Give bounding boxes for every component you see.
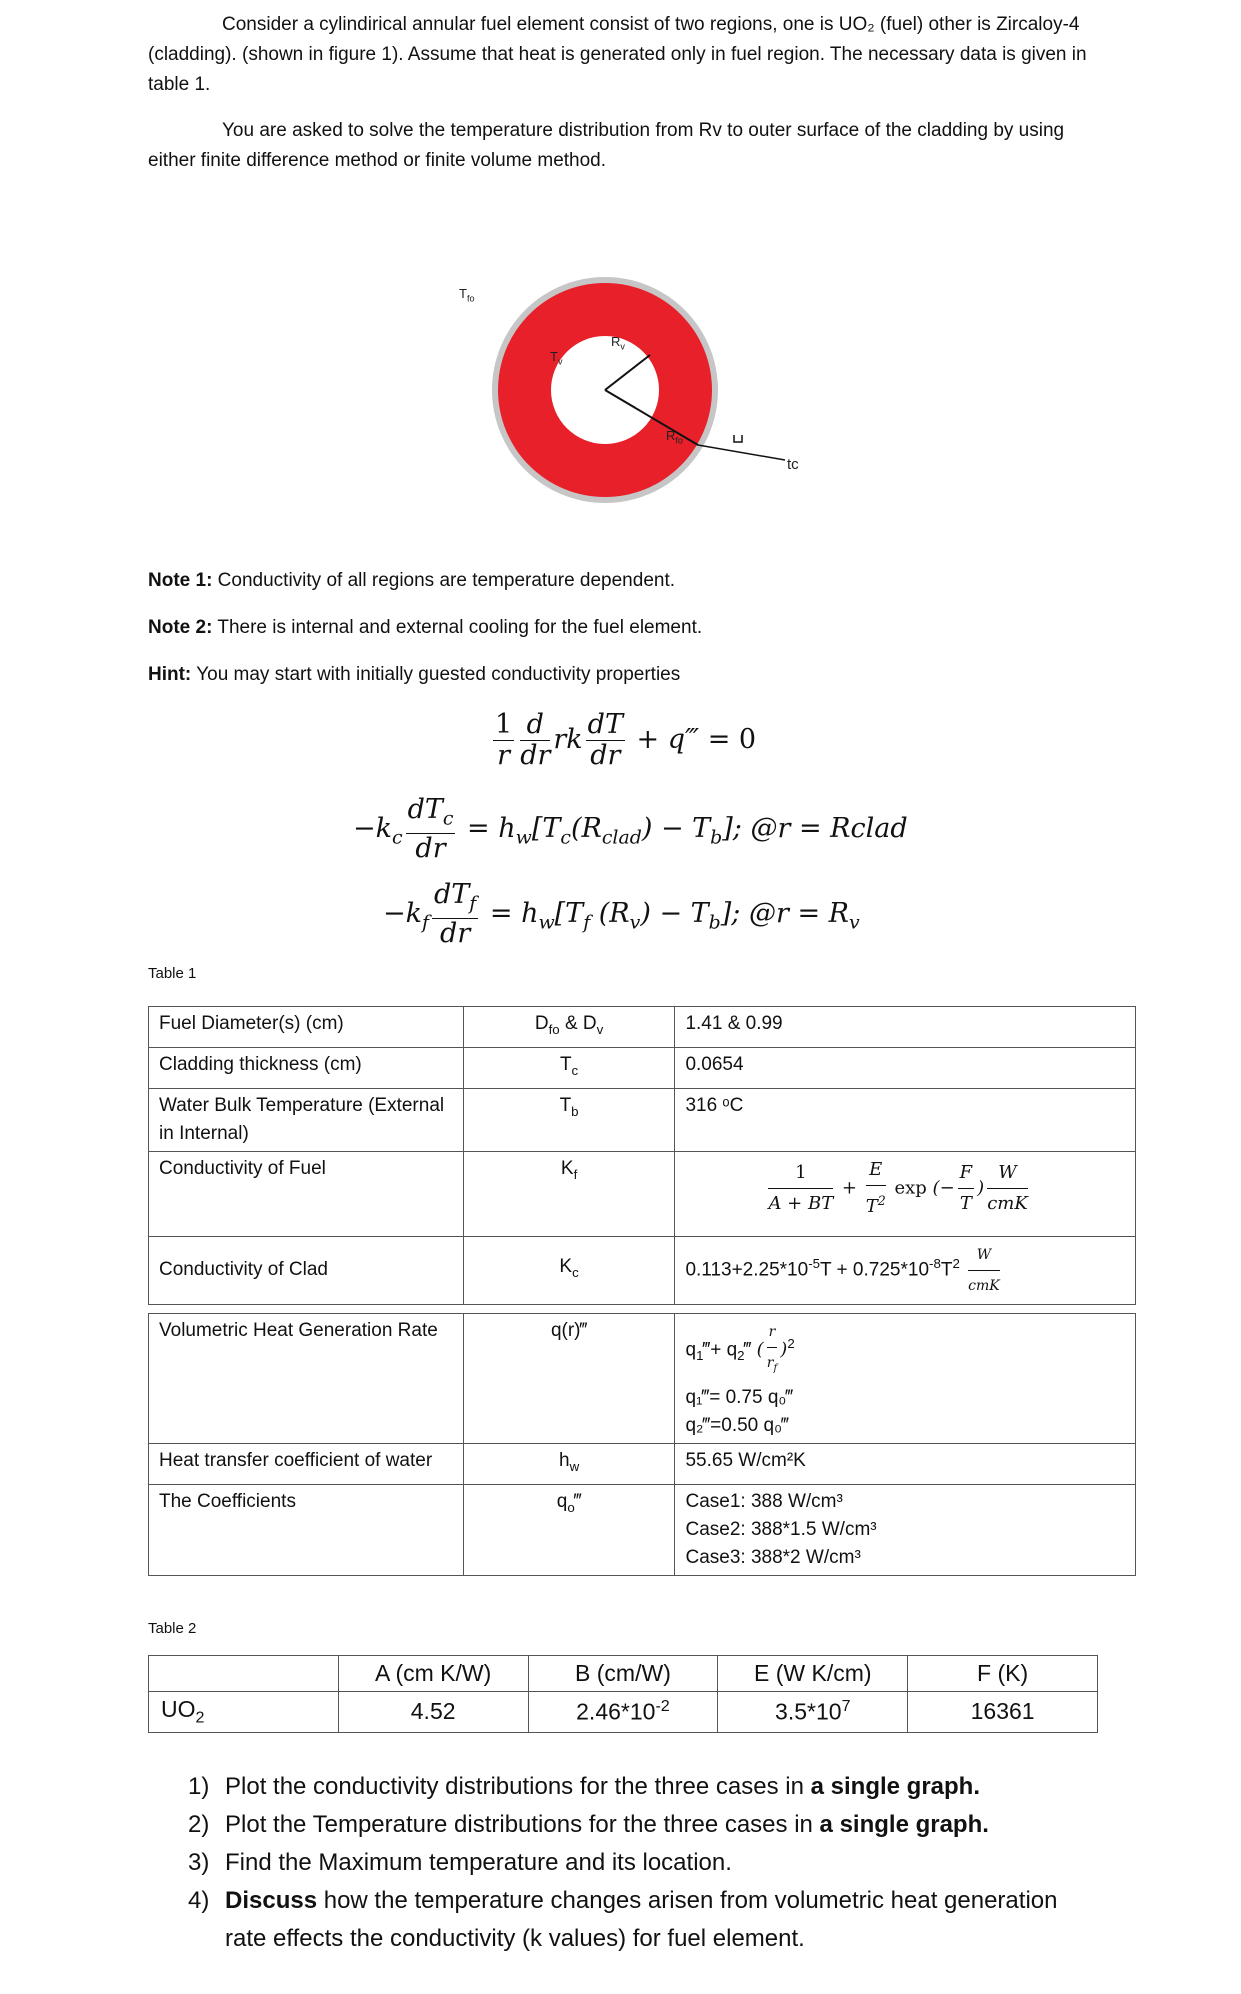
table-cell: $T_b$ xyxy=(463,1088,675,1151)
table-cell: $h_w$ xyxy=(463,1443,675,1484)
question-text-bold: a single graph. xyxy=(810,1773,981,1800)
hint xyxy=(148,664,680,686)
question-text-bold: a single graph. xyxy=(819,1811,989,1838)
table-cell: $2.46*10^{-2}$ xyxy=(528,1692,718,1733)
table-row xyxy=(149,1484,1136,1575)
question-text xyxy=(225,1882,1088,1958)
hint-text: You may start with initially guested conductivity properties xyxy=(191,664,681,685)
intro-text-1: Consider a cylindirical annular fuel element consist of two regions, one is UO₂ (fuel) other is Zircaloy-4 (cladding). (shown in figure 1). Assume that heat is generated only in fuel region. The necessary data is given in table 1. xyxy=(148,14,1087,95)
table-2-caption: Table 2 xyxy=(148,1620,197,1637)
list-item xyxy=(188,1844,1088,1882)
question-number: 1) xyxy=(188,1773,210,1800)
list-item xyxy=(188,1768,1088,1806)
list-item xyxy=(188,1806,1088,1844)
question-text-part: how the temperature changes arisen from volumetric heat generation rate effects the conductivity (k values) for fuel element. xyxy=(225,1887,1058,1952)
table-cell: Cladding thickness (cm) xyxy=(149,1047,464,1088)
table-header-cell: B (cm/W) xyxy=(528,1656,718,1692)
question-text-part: Find the Maximum temperature and its location. xyxy=(225,1849,732,1876)
table-cell: Fuel Diameter(s) (cm) xyxy=(149,1007,464,1048)
table-cell: $3.5*10^7$ xyxy=(718,1692,908,1733)
label-rv: $R_v$ xyxy=(611,334,625,352)
question-text-part: Plot the Temperature distributions for the three cases in xyxy=(225,1811,820,1838)
annular-fuel-figure xyxy=(440,270,880,570)
case-2: Case2: 388*1.5 W/cm³ xyxy=(685,1518,877,1540)
table-cell: Conductivity of Clad xyxy=(149,1236,464,1304)
list-item xyxy=(188,1882,1088,1958)
note-1-label: Note 1: xyxy=(148,570,213,591)
hint-label: Hint: xyxy=(148,664,192,685)
table-cell: Volumetric Heat Generation Rate xyxy=(149,1314,464,1444)
table-cell xyxy=(675,1314,1136,1444)
note-2-text: There is internal and external cooling for the fuel element. xyxy=(212,617,703,638)
note-2 xyxy=(148,617,702,639)
case-1: Case1: 388 W/cm³ xyxy=(685,1490,843,1512)
table-cell: $0.113+2.25*10^{-5}T + 0.725*10^{-8}T^2$ $\frac{W}{\text{cmK}}$ xyxy=(675,1236,1136,1304)
table-cell: $UO_2$ xyxy=(149,1692,339,1733)
table-cell: $T_c$ xyxy=(463,1047,675,1088)
table-row xyxy=(149,1047,1136,1088)
table-cell xyxy=(675,1484,1136,1575)
note-2-label: Note 2: xyxy=(148,617,213,638)
question-list xyxy=(188,1768,1088,1958)
table-header-cell: E (W K/cm) xyxy=(718,1656,908,1692)
question-number: 2) xyxy=(188,1811,210,1838)
table-cell: 1.41 & 0.99 xyxy=(675,1007,1136,1048)
note-1-text: Conductivity of all regions are temperature dependent. xyxy=(212,570,676,591)
question-text xyxy=(225,1844,732,1882)
table-header-cell xyxy=(149,1656,339,1692)
table-cell: 0.0654 xyxy=(675,1047,1136,1088)
table-row xyxy=(149,1314,1136,1444)
table-1-part-b xyxy=(148,1313,1136,1576)
label-tc: tc xyxy=(787,456,799,473)
table-cell: 16361 xyxy=(908,1692,1098,1733)
label-tfo: $T_{fo}$ xyxy=(459,286,475,304)
table-row xyxy=(149,1443,1136,1484)
table-1-caption: Table 1 xyxy=(148,965,197,982)
intro-paragraph-2 xyxy=(148,116,1098,176)
table-cell: Heat transfer coefficient of water xyxy=(149,1443,464,1484)
table-cell: 316 ᵒC xyxy=(675,1088,1136,1151)
table-row xyxy=(149,1236,1136,1304)
table-header-row xyxy=(149,1656,1098,1692)
question-number: 4) xyxy=(188,1887,210,1914)
table-cell: Water Bulk Temperature (External in Internal) xyxy=(149,1088,464,1151)
table-header-cell: F (K) xyxy=(908,1656,1098,1692)
table-1-part-a xyxy=(148,1006,1136,1305)
case-3: Case3: 388*2 W/cm³ xyxy=(685,1546,861,1568)
intro-text-2: You are asked to solve the temperature distribution from Rv to outer surface of the cladding by using either finite difference method or finite volume method. xyxy=(148,120,1065,171)
table-cell: $K_c$ xyxy=(463,1236,675,1304)
table-2 xyxy=(148,1655,1098,1733)
boundary-eq-clad: $-k_c$ $\frac{dT_c}{dr}$ = $h_w[T_c(R_{clad}) - T_b]$; @r = Rclad xyxy=(353,794,908,865)
q2-definition: q₂‴=0.50 q₀‴ xyxy=(685,1414,789,1436)
table-row xyxy=(149,1692,1098,1733)
question-text xyxy=(225,1768,980,1806)
table-cell: q(r)‴ xyxy=(463,1314,675,1444)
label-tv: $T_v$ xyxy=(550,349,563,367)
table-row xyxy=(149,1151,1136,1236)
table-cell: The Coefficients xyxy=(149,1484,464,1575)
fuel-conductivity-formula: $\frac{1}{A + BT}$ + $\frac{E}{T^2}$ exp (− $\frac{F}{T}$ ) $\frac{W}{\text{cmK}}$ xyxy=(765,1155,1125,1222)
tc-leader-line xyxy=(698,445,785,460)
boundary-eq-fuel: $-k_f$ $\frac{dT_f}{dr}$ = $h_w[T_f$ $(R_v) - T_b$]; @r = $R_v$ xyxy=(383,879,860,950)
q1-definition: q₁‴= 0.75 q₀‴ xyxy=(685,1386,793,1408)
intro-paragraph-1 xyxy=(148,10,1098,100)
question-text-bold: Discuss xyxy=(225,1887,318,1914)
question-text xyxy=(225,1806,989,1844)
heat-generation-formula: $q_1‴+$ $q_2‴$ ( $\frac{r}{r_f}$ )$^2$ xyxy=(685,1317,1125,1384)
tc-marker xyxy=(734,435,742,442)
table-row xyxy=(149,1007,1136,1048)
table-header-cell: A (cm K/W) xyxy=(338,1656,528,1692)
table-cell xyxy=(675,1151,1136,1236)
table-cell: 55.65 W/cm²K xyxy=(675,1443,1136,1484)
heat-equation: $\frac{1}{r}$ $\frac{d}{dr}$ rk $\frac{dT}{dr}$ + q‴ = 0 xyxy=(495,709,757,771)
label-rfo: $R_{fo}$ xyxy=(666,428,683,446)
table-cell: Conductivity of Fuel xyxy=(149,1151,464,1236)
table-cell: 4.52 xyxy=(338,1692,528,1733)
question-text-part: Plot the conductivity distributions for the three cases in xyxy=(225,1773,811,1800)
note-1 xyxy=(148,570,675,592)
table-cell: $q_o‴$ xyxy=(463,1484,675,1575)
question-number: 3) xyxy=(188,1849,210,1876)
table-cell: $K_f$ xyxy=(463,1151,675,1236)
table-cell: $D_{fo}$ & $D_v$ xyxy=(463,1007,675,1048)
table-row xyxy=(149,1088,1136,1151)
